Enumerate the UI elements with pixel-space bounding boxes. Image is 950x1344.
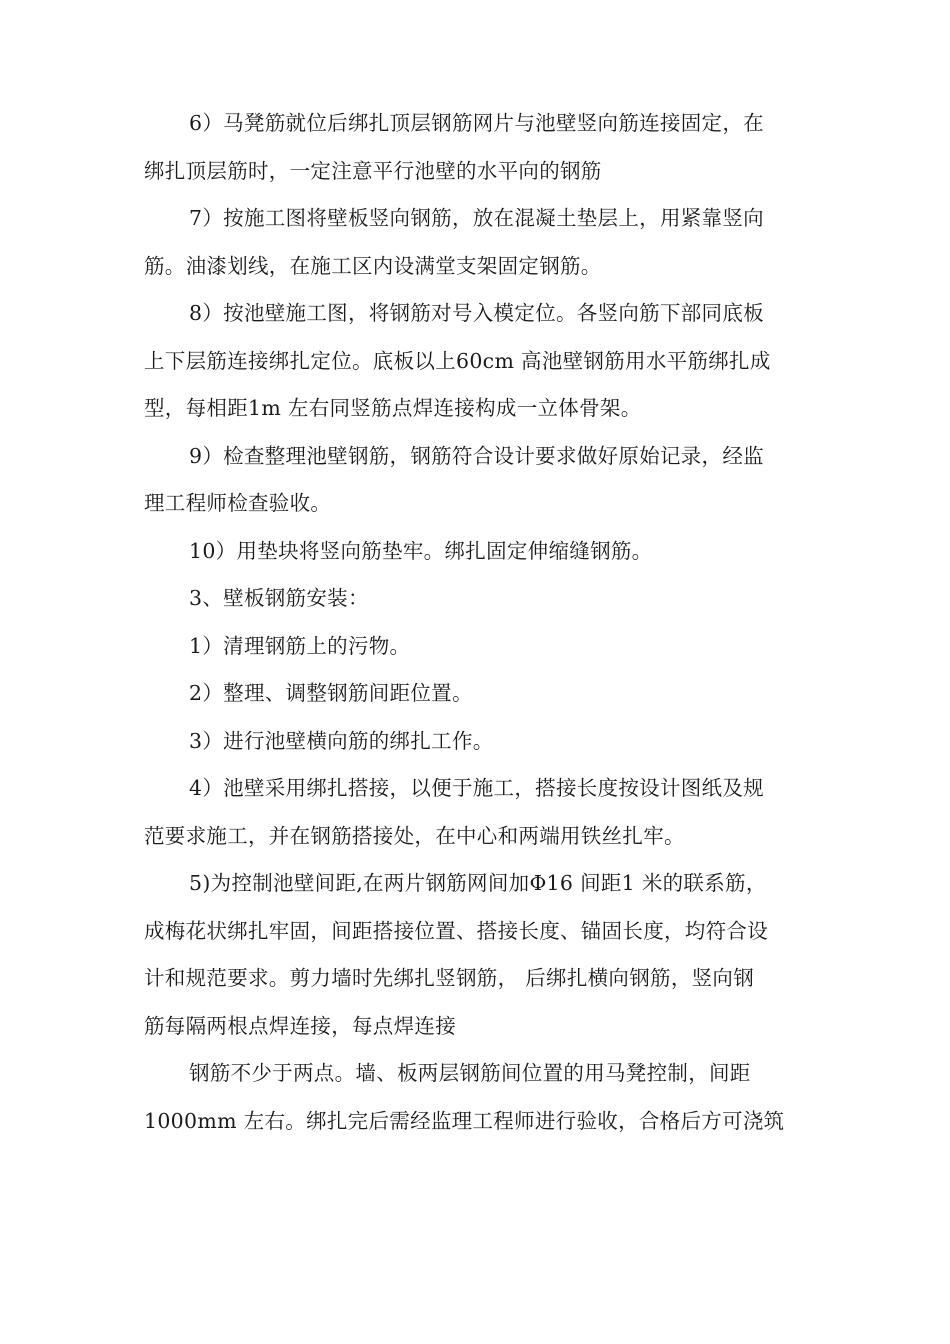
paragraph-p6 — [144, 100, 814, 195]
text-line: 理工程师检查验收。 — [144, 491, 332, 515]
text-line: 计和规范要求。剪力墙时先绑扎竖钢筋， 后绑扎横向钢筋，竖向钢 — [144, 966, 755, 990]
text-line: 6）马凳筋就位后绑扎顶层钢筋网片与池壁竖向筋连接固定，在 — [189, 111, 764, 135]
text-line: 2）整理、调整钢筋间距位置。 — [189, 681, 473, 705]
paragraph-s3 — [144, 575, 814, 623]
paragraph-p10 — [144, 528, 814, 576]
document-body — [144, 100, 814, 1145]
text-line: 钢筋不少于两点。墙、板两层钢筋间位置的用马凳控制，间距 — [189, 1061, 751, 1085]
paragraph-p8 — [144, 290, 814, 433]
text-line: 4）池壁采用绑扎搭接，以便于施工，搭接长度按设计图纸及规 — [189, 776, 764, 800]
text-line: 3、壁板钢筋安装： — [189, 586, 369, 610]
paragraph-s3-4 — [144, 765, 814, 860]
text-line: 范要求施工，并在钢筋搭接处，在中心和两端用铁丝扎牢。 — [144, 823, 685, 848]
text-line: 8）按池壁施工图，将钢筋对号入模定位。各竖向筋下部同底板 — [189, 301, 764, 325]
text-line: 3）进行池壁横向筋的绑扎工作。 — [189, 728, 494, 753]
text-line: 9）检查整理池壁钢筋，钢筋符合设计要求做好原始记录，经监 — [189, 443, 764, 468]
text-line: 筋每隔两根点焊连接，每点焊连接 — [144, 1013, 456, 1038]
paragraph-s3-1 — [144, 623, 814, 671]
text-line: 1000mm 左右。绑扎完后需经监理工程师进行验收，合格后方可浇筑 — [144, 1108, 785, 1133]
text-line: 5)为控制池壁间距,在两片钢筋网间加Φ16 间距1 米的联系筋， — [189, 871, 767, 895]
text-line: 7）按施工图将壁板竖向钢筋，放在混凝土垫层上，用紧靠竖向 — [189, 206, 764, 230]
text-line: 10）用垫块将竖向筋垫牢。绑扎固定伸缩缝钢筋。 — [189, 538, 653, 563]
paragraph-p9 — [144, 433, 814, 528]
paragraph-s3-2 — [144, 670, 814, 718]
text-line: 型，每相距1m 左右同竖筋点焊连接构成一立体骨架。 — [144, 396, 642, 420]
text-line: 成梅花状绑扎牢固，间距搭接位置、搭接长度、锚固长度，均符合设 — [144, 918, 768, 943]
paragraph-p7 — [144, 195, 814, 290]
text-line: 绑扎顶层筋时，一定注意平行池壁的水平向的钢筋 — [144, 158, 602, 183]
paragraph-s3-3 — [144, 718, 814, 766]
text-line: 1）清理钢筋上的污物。 — [189, 633, 411, 658]
text-line: 上下层筋连接绑扎定位。底板以上60cm 高池壁钢筋用水平筋绑扎成 — [144, 348, 771, 373]
paragraph-s3-5 — [144, 860, 814, 1050]
paragraph-tail — [144, 1050, 814, 1145]
text-line: 筋。油漆划线，在施工区内设满堂支架固定钢筋。 — [144, 253, 602, 278]
